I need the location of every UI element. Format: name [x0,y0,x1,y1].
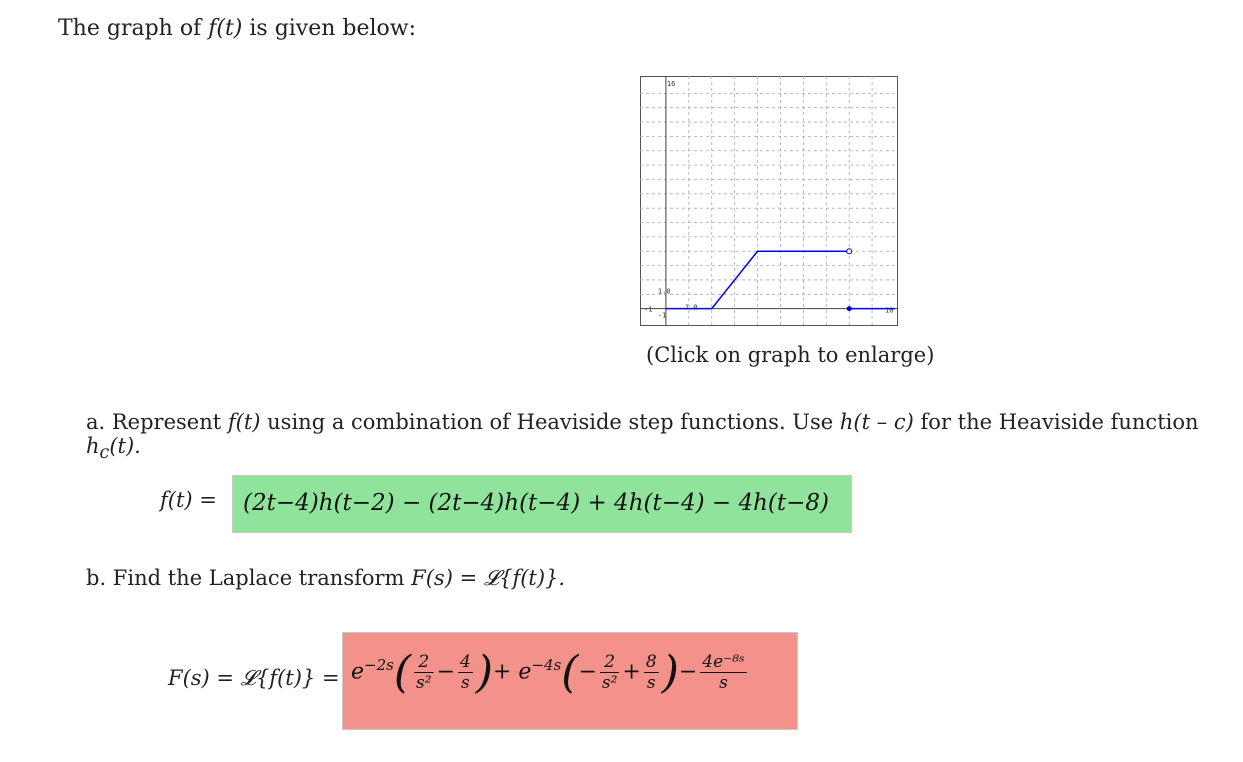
part-a-text1: a. Represent [86,410,228,434]
tick-label-y-top: 16 [666,80,676,88]
f1d: s² [416,673,432,693]
rparen2: ) [661,647,679,698]
plus: + [622,659,641,685]
part-a-answer-text: (2t−4)h(t−2) − (2t−4)h(t−4) + 4h(t−4) − 4h(t−8) [243,490,830,516]
part-a-answer-field[interactable] [232,475,852,533]
minus3: − [678,659,698,685]
minus2: − [578,659,597,685]
part-a-hc-sub: c [99,443,110,464]
rparen1: ) [475,647,493,698]
f5d: s [719,673,728,693]
part-b-F: F(s) = 𝓛{f(t)}. [411,566,566,590]
part-a-hc-arg: (t). [109,434,141,458]
tick-label-y-bottom: -1 [657,311,667,320]
graph-frame [641,77,898,326]
part-b-lhs: F(s) = 𝓛{f(t)} = [168,666,340,690]
plus-e: + e [493,659,532,685]
minus1: − [436,659,455,685]
tick-label-y-one: 1.0 [657,287,671,296]
f5n: 4e⁻⁸ˢ [702,652,745,672]
intro-f: f [208,16,217,41]
part-b-answer-text [351,647,750,698]
e1: e [351,659,365,685]
frac4 [644,652,659,693]
part-a-h: h(t – c) [839,410,914,434]
frac3 [600,652,620,693]
part-a-lhs: f(t) = [160,488,217,512]
tick-label-x-one: 1.0 [684,303,698,312]
frac1 [414,652,434,693]
graph-thumbnail[interactable] [640,76,898,330]
function-graph[interactable] [640,76,898,326]
intro-prefix: The graph of [58,16,209,41]
part-a-hc: h [86,434,100,458]
f1n: 2 [414,652,434,673]
f3n: 2 [600,652,620,673]
f3d: s² [601,673,618,693]
part-a-text3: for the Heaviside function [913,410,1199,434]
exp2: −4s [531,656,562,675]
part-a-f: f(t) [227,410,261,434]
lparen2: ( [561,647,579,698]
tick-label-x-right: 10 [885,306,894,315]
tick-label-x-left: -1 [644,305,653,314]
frac2 [458,652,473,693]
part-b-answer-field[interactable] [342,632,798,730]
intro-text [58,16,416,41]
part-b-text1: b. Find the Laplace transform [86,566,412,590]
f4d: s [646,673,656,693]
part-a-text2: using a combination of Heaviside step functions. Use [260,410,840,434]
part-a-question [86,410,1243,463]
part-b-question [86,566,565,591]
closed-point-marker [847,306,852,311]
lparen1: ( [393,647,412,698]
graph-caption: (Click on graph to enlarge) [646,343,935,367]
exp1: −2s [364,656,394,675]
frac5 [700,652,746,693]
f2d: s [461,673,470,693]
f2n: 4 [460,652,471,672]
open-point-marker [847,249,852,254]
f4n: 8 [645,652,657,672]
intro-suffix: is given below: [242,16,417,41]
intro-arg: (t) [216,16,243,41]
